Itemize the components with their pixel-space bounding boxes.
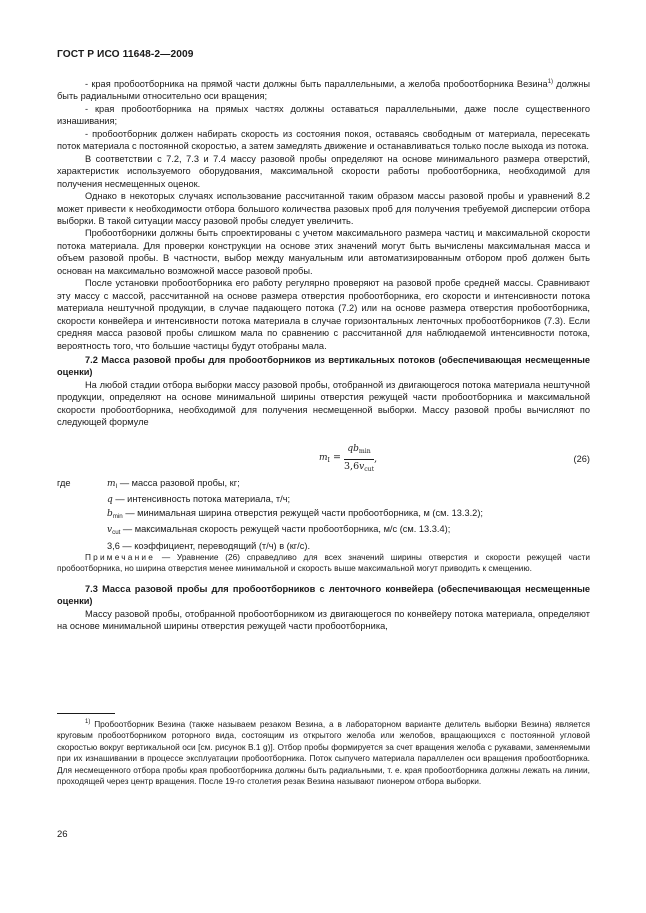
note bbox=[57, 552, 590, 575]
definition-row bbox=[57, 523, 590, 539]
paragraph: На любой стадии отбора выборки массу разовой пробы, отобранной из двигающегося потока материала нештучной продукции, определяют на основе минимальной ширины отверстия режущей части пробоотборника и максимальной скорости пробоотборника, необходимой для получения несмещенной выборки. Массу разовой пробы вычисляют по следующей формуле bbox=[57, 379, 590, 428]
formula-lhs-sub: I bbox=[327, 456, 330, 464]
paragraph-text-tail: должны быть радиальными относительно оси вращения; bbox=[57, 79, 590, 102]
formula-expression bbox=[319, 443, 377, 477]
formula-den-var: v bbox=[359, 462, 365, 473]
page-number: 26 bbox=[57, 829, 68, 840]
definition-row bbox=[57, 493, 590, 506]
definition-text: 3,6 — коэффициент, переводящий (т/ч) в (кг/с). bbox=[107, 540, 311, 551]
formula-num-var: qb bbox=[347, 443, 359, 454]
definition-text: — интенсивность потока материала, т/ч; bbox=[112, 494, 291, 505]
definition-row bbox=[57, 540, 590, 552]
formula-num-sub: min bbox=[358, 447, 371, 455]
paragraph: В соответствии с 7.2, 7.3 и 7.4 массу разовой пробы определяют на основе минимального размера отверстий, характеристик используемого оборудования, максимальной скорости работы пробоотборника, необходимой для получения несмещенных оценок. bbox=[57, 153, 590, 189]
paragraph: - края пробоотборника на прямых частях должны оставаться параллельными, даже после существенного изнашивания; bbox=[57, 103, 590, 127]
formula-definitions bbox=[57, 477, 590, 552]
footnote bbox=[57, 719, 590, 787]
formula-fraction bbox=[344, 443, 374, 477]
definition-text: — максимальная скорость режущей части пробоотборника, м/с (см. 13.3.4); bbox=[120, 524, 451, 535]
definition-text: — масса разовой пробы, кг; bbox=[117, 477, 240, 488]
note-label: Примечание bbox=[85, 551, 156, 562]
definition-sub: I bbox=[115, 482, 118, 490]
definition-sub: cut bbox=[112, 529, 121, 537]
definition-text: — минимальная ширина отверстия режущей части пробоотборника, м (см. 13.3.2); bbox=[122, 507, 483, 518]
paragraph: - пробоотборник должен набирать скорость из состояния покоя, оставаясь свободным от материала, пересекать поток материала с постоянной скоростью, а затем замедлять движение и останавливаться только после выхода из потока. bbox=[57, 128, 590, 152]
footnote-ref: 1) bbox=[547, 79, 554, 85]
formula-comma: , bbox=[374, 453, 378, 465]
paragraph: Массу разовой пробы, отобранной пробоотборником из двигающегося по конвейеру потока материала, определяют на основе минимальной ширины отверстия режущей части пробоотборника, bbox=[57, 608, 590, 632]
paragraph: После установки пробоотборника его работу регулярно проверяют на разовой пробе средней массы. Сравнивают эту массу с массой, рассчитанной на основе размера отверстия пробоотборника, его скорости и интенсивности потока материала нештучной продукции, в случае падающего потока (7.2) или на основе размера отверстия пробоотборника, скорости конвейера и интенсивности потока материала в случае горизонтальных ленточных пробоотборников (7.3). Если средняя масса разовой пробы слишком мала по сравнению с рассчитанной для наблюдаемой интенсивности потока, вероятность того, что большие частицы будут отобраны мала. bbox=[57, 278, 590, 351]
footnote-separator bbox=[57, 713, 115, 714]
paragraph bbox=[57, 78, 590, 103]
definition-row bbox=[57, 507, 590, 523]
formula-den-coef: 3,6 bbox=[344, 461, 360, 473]
formula-eq: = bbox=[330, 451, 344, 463]
formula-26 bbox=[57, 439, 590, 473]
footnote-marker: 1) bbox=[85, 719, 91, 725]
note-text: — Уравнение (26) справедливо для всех значений ширины отверстия и скорости режущей части пробоотборника, но ширина отверстия менее минимальной и скорость выше максимальной могут приводить к смещению. bbox=[57, 551, 590, 574]
formula-number: (26) bbox=[573, 453, 590, 464]
definition-lead: где bbox=[57, 477, 71, 488]
definition-symbol: q bbox=[107, 495, 113, 506]
definition-symbol: m bbox=[107, 478, 116, 489]
definition-row bbox=[57, 477, 590, 493]
formula-denominator bbox=[344, 460, 374, 476]
formula-den-sub: cut bbox=[364, 466, 375, 474]
definition-sub: min bbox=[112, 512, 123, 520]
formula-numerator bbox=[344, 443, 374, 460]
section-heading-7-2: 7.2 Масса разовой пробы для пробоотборников из вертикальных потоков (обеспечивающая несмещенные оценки) bbox=[57, 354, 590, 378]
paragraph: Однако в некоторых случаях использование рассчитанной таким образом массы разовой пробы и уравнений 8.2 может привести к необходимости отбора большого количества разовых проб для получения требуемой дисперсии отбора выборки. В такой ситуации массу разовой пробы следует увеличить. bbox=[57, 191, 590, 226]
running-header: ГОСТ Р ИСО 11648-2—2009 bbox=[57, 49, 194, 60]
paragraph: Пробоотборники должны быть спроектированы с учетом максимального размера частиц и максимальной скорости потока материала. Для проверки конструкции на основе этих значений могут быть вычислены максимальная масса и объем разовой пробы. В частности, выбор между мануальным или автоматизированным отбором проб должен быть основан на максимально возможной массе разовой пробы. bbox=[57, 228, 590, 276]
paragraph-text: - края пробоотборника на прямой части должны быть параллельными, а желоба пробоотборника Везина bbox=[85, 79, 548, 89]
section-heading-7-3: 7.3 Масса разовой пробы для пробоотборников с ленточного конвейера (обеспечивающая несмещенные оценки) bbox=[57, 583, 590, 607]
footnote-text: Пробоотборник Везина (также называем резаком Везина, а в лабораторном варианте делитель выборки Везина) является круговым пробоотборником роторного вида, состоящим из открытого желоба или желобов, вращающихся с постоянной угловой скоростью вокруг вертикальной оси [см. рисунок В.1 g)]. Отбор пробы формируется за счет вращения желоба с рукавами, заменяемыми при их изнашивании в процессе эксплуатации пробоотборника. Поток сыпучего материала параллелен оси вращения пробоотборника. Для несмещенного отбора пробы края пробоотборника должны быть радиальными, т. е. края пробоотборника должны лежать на линии, проходящей через центр вращения. После 19-го столетия резак Везина называют пионером отбора выборки. bbox=[57, 719, 590, 787]
definition-symbol: b bbox=[107, 508, 113, 519]
main-text bbox=[57, 78, 590, 633]
definition-symbol: v bbox=[107, 525, 113, 536]
formula-lhs: m bbox=[319, 452, 328, 463]
